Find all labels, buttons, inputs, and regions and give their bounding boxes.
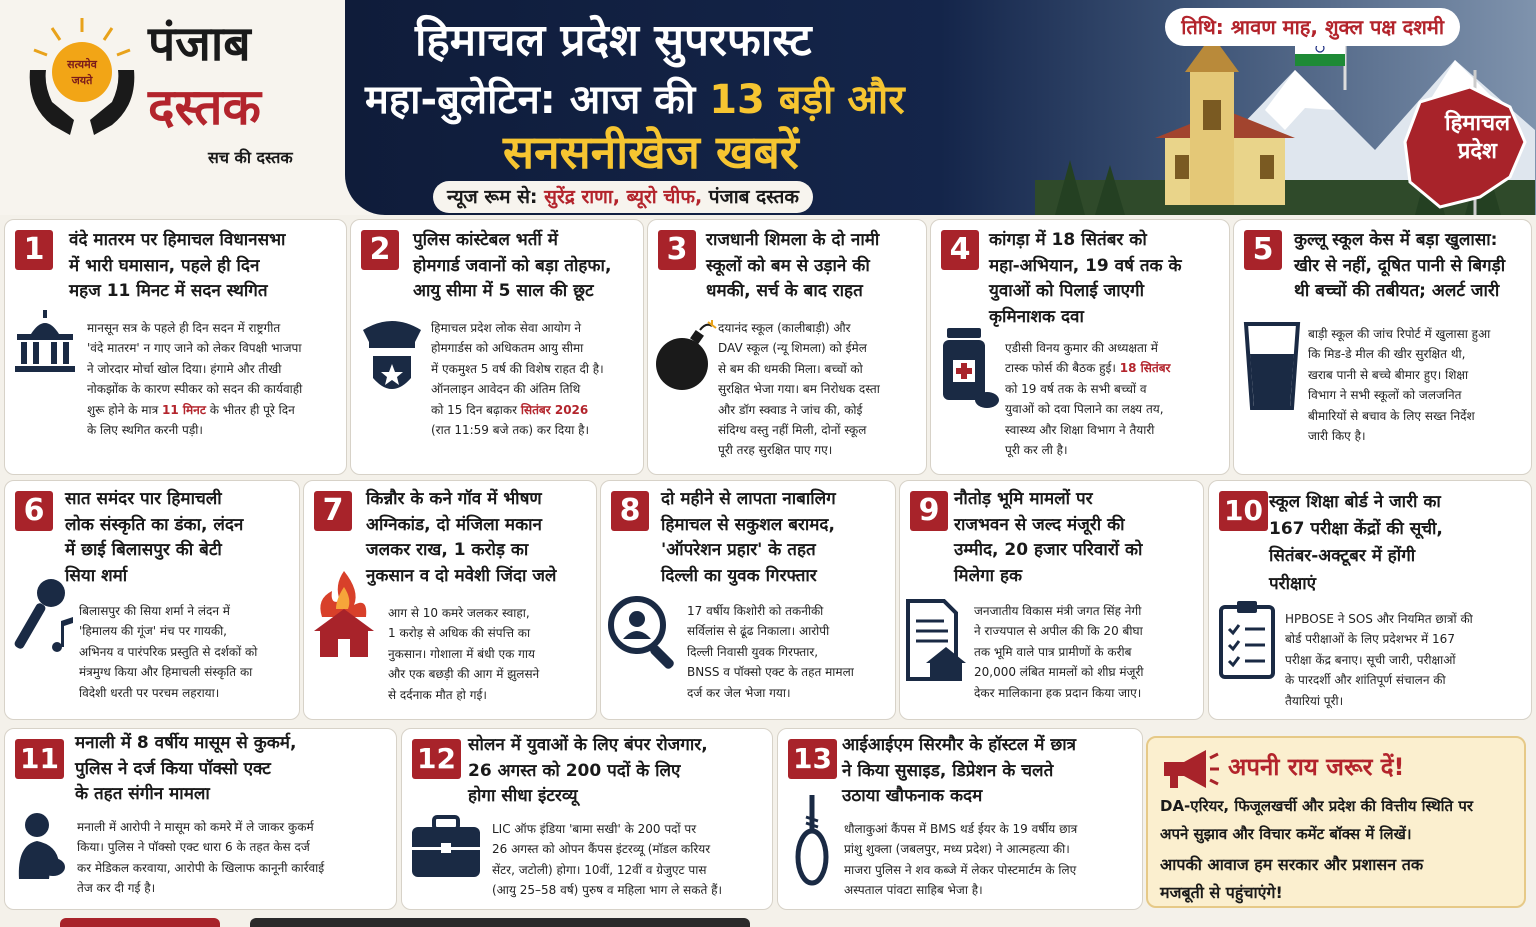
brand-name-line1: पंजाब (148, 16, 251, 72)
news-number: 11 (15, 739, 64, 779)
news-number: 4 (941, 230, 979, 270)
search-person-icon (605, 593, 685, 673)
news-number: 13 (788, 739, 837, 779)
news-card-1[interactable] (4, 219, 347, 475)
news-number: 1 (15, 230, 53, 270)
news-body: हिमाचल प्रदेश लोक सेवा आयोग ने होमगार्डस को अधिकतम आयु सीमा में एकमुश्त 5 वर्ष की विशेष राहत दी है। ऑनलाइन आवेदन की अंतिम तिथि को 15 दिन बढ़ाकर सितंबर 2026 (रात 11:59 बजे तक) कर दिया है। (431, 321, 604, 437)
news-headline: कुल्लू स्कूल केस में बड़ा खुलासा: खीर से नहीं, दूषित पानी से बिगड़ी थी बच्चों की तबीयत; अलर्ट जारी (1294, 230, 1506, 301)
brand-tagline: सच की दस्तक (208, 148, 293, 167)
news-number: 3 (658, 230, 696, 270)
news-body: धौलाकुआं कैंपस में BMS थर्ड ईयर के 19 वर्षीय छात्र प्रांशु शुक्ला (जबलपुर, मध्य प्रदेश) ने आत्महत्या की। माजरा पुलिस ने शव कब्जे में लेकर पोस्टमार्टम के लिए अस्पताल पांवटा साहिब भेजा है। (844, 822, 1078, 898)
news-card-3[interactable] (647, 219, 927, 475)
water-glass-icon (1242, 320, 1302, 412)
news-number: 6 (15, 491, 53, 531)
title-line1: हिमाचल प्रदेश सुपरफास्ट (415, 15, 812, 66)
news-headline: वंदे मातरम पर हिमाचल विधानसभा में भारी घमासान, पहले ही दिन महज 11 मिनट में सदन स्थगित (69, 230, 286, 301)
news-number: 7 (314, 491, 352, 531)
news-card-8[interactable] (600, 480, 896, 720)
news-card-2[interactable] (350, 219, 644, 475)
sad-child-icon (11, 811, 69, 881)
news-body: LIC ऑफ इंडिया 'बामा सखी' के 200 पदों पर 26 अगस्त को ओपन कैंपस इंटरव्यू (मॉडल करियर सेंटर, जटोली) होगा। 10वीं, 12वीं व ग्रेजुएट पास (आयु 25–58 वर्ष) पुरुष व महिला भाग ले सकते हैं। (492, 822, 723, 898)
news-headline: किन्नौर के कने गॉव में भीषण अग्निकांड, दो मंजिला मकान जलकर राख, 1 करोड़ का नुकसान व दो मवेशी जिंदा जले (366, 489, 557, 586)
news-headline: मनाली में 8 वर्षीय मासूम से कुकर्म, पुलिस ने दर्ज किया पॉक्सो एक्ट के तहत संगीन मामला (75, 733, 297, 804)
brand-logo-area (0, 0, 345, 215)
burning-house-icon (310, 571, 378, 659)
news-body: 17 वर्षीय किशोरी को तकनीकी सर्विलांस से ढूंढ निकाला। आरोपी दिल्ली निवासी युवक गिरफ्तार, BNSS व पॉक्सो एक्ट के तहत मामला दर्ज कर जेल भेजा गया। (687, 604, 854, 700)
news-body: एडीसी विनय कुमार की अध्यक्षता में टास्क फोर्स की बैठक हुई। 18 सितंबर को 19 वर्ष तक के सभी बच्चों व युवाओं को दवा पिलाने का लक्ष्य तय, स्वास्थ्य और शिक्षा विभाग ने तैयारी पूरी कर ली है। (1005, 341, 1171, 457)
news-body: बिलासपुर की सिया शर्मा ने लंदन में 'हिमालय की गूंज' मंच पर गायकी, अभिनय व पारंपरिक प्रस्तुति से दर्शकों को मंत्रमुग्ध किया और हिमाचली संस्कृति का विदेशी धरती पर परचम लहराया। (79, 604, 258, 700)
news-headline: कांगड़ा में 18 सितंबर को महा-अभियान, 19 वर्ष तक के युवाओं को पिलाई जाएगी कृमिनाशक दवा (989, 230, 1182, 327)
svg-text:जयते: जयते (71, 74, 93, 87)
news-body: बाड़ी स्कूल की जांच रिपोर्ट में खुलासा हुआ कि मिड-डे मील की खीर सुरक्षित थी, खराब पानी से बच्चे बीमार हुए। शिक्षा विभाग ने सभी स्कूलों को जलजनित बीमारियों से बचाव के लिए सख्त निर्देश जारी किए है। (1308, 327, 1491, 443)
land-document-icon (904, 599, 970, 683)
news-card-6[interactable] (4, 480, 300, 720)
news-number: 5 (1244, 230, 1282, 270)
opinion-text-line-1: DA-एरियर, फिजूलखर्ची और प्रदेश की वित्तीय स्थिति पर (1160, 797, 1473, 815)
news-number: 9 (910, 491, 948, 531)
footer-accent-red (60, 918, 220, 927)
news-headline: स्कूल शिक्षा बोर्ड ने जारी का 167 परीक्षा केंद्रों की सूची, सितंबर-अक्टूबर में होंगी परीक्षाएं (1269, 492, 1443, 594)
opinion-text-line-2: अपने सुझाव और विचार कमेंट बॉक्स में लिखें। (1160, 825, 1412, 843)
news-number: 2 (361, 230, 399, 270)
news-body: HPBOSE ने SOS और नियमित छात्रों की बोर्ड परीक्षाओं के लिए प्रदेशभर में 167 परीक्षा केंद्र बनाए। सूची जारी, परीक्षाओं के पारदर्शी और शांतिपूर्ण संचालन की तैयारियां पूरी। (1285, 612, 1473, 708)
footer-accent-dark (250, 918, 750, 927)
svg-text:सत्यमेव: सत्यमेव (67, 58, 97, 71)
news-card-12[interactable] (401, 728, 773, 910)
title-line2: महा-बुलेटिन: आज की 13 बड़ी और (365, 77, 905, 123)
opinion-text-line-3: आपकी आवाज हम सरकार और प्रशासन तक (1160, 855, 1424, 874)
bomb-icon (652, 318, 718, 394)
opinion-text-line-4: मजबूती से पहुंचाएंगे! (1160, 883, 1283, 902)
opinion-box[interactable] (1146, 736, 1526, 908)
news-number: 8 (611, 491, 649, 531)
news-body: जनजातीय विकास मंत्री जगत सिंह नेगी ने राज्यपाल से अपील की कि 20 बीघा तक भूमि वाले पात्र प्रामीणों के करीब 20,000 लंबित मामलों को शीघ्र मंजूरी देकर मालिकाना हक प्रदान किया जाए। (974, 604, 1144, 700)
medicine-bottle-icon (937, 326, 1001, 410)
title-line3: सनसनीखेज खबरें (503, 125, 799, 179)
himachal-map-label: हिमाचल प्रदेश (1444, 111, 1510, 164)
news-card-11[interactable] (4, 728, 397, 910)
news-number: 12 (412, 739, 461, 779)
clipboard-checklist-icon (1217, 599, 1277, 679)
opinion-title: अपनी राय जरूर दें! (1228, 753, 1405, 781)
microphone-icon (7, 577, 77, 657)
news-headline: पुलिस कांस्टेबल भर्ती में होमगार्ड जवानों को बड़ा तोहफा, आयु सीमा में 5 साल की छूट (413, 230, 612, 301)
date-badge: तिथि: श्रावण माह, शुक्ल पक्ष दशमी (1165, 8, 1460, 46)
news-number: 10 (1219, 491, 1268, 531)
header (0, 0, 1536, 215)
news-body: मनाली में आरोपी ने मासूम को कमरे में ले जाकर कुकर्म किया। पुलिस ने पॉक्सो एक्ट धारा 6 के तहत केस दर्ज कर मेडिकल करवाया, आरोपी के खिलाफ कानूनी कार्रवाई तेज कर दी गई है। (77, 820, 325, 896)
newsroom-credit: न्यूज रूम से: सुरेंद्र राणा, ब्यूरो चीफ, पंजाब दस्तक (433, 181, 813, 213)
briefcase-icon (410, 813, 482, 879)
megaphone-icon (1158, 748, 1220, 790)
news-card-4[interactable] (930, 219, 1230, 475)
news-headline: सात समंदर पार हिमाचली लोक संस्कृति का डंका, लंदन में छाई बिलासपुर की बेटी सिया शर्मा (65, 489, 244, 586)
assembly-building-icon (11, 308, 79, 376)
news-headline: आईआईएम सिरमौर के हॉस्टल में छात्र ने किया सुसाइड, डिप्रेशन के चलते उठाया खौफनाक कदम (842, 735, 1077, 806)
news-body: मानसून सत्र के पहले ही दिन सदन में राष्ट्रगीत 'वंदे मातरम' न गाए जाने को लेकर विपक्षी भाजपा ने जोरदार मोर्चा खोल दिया। हंगामे और तीखी नोकझोंक के कारण स्पीकर को सदन की कार्यवाही शुरू होने के मात्र 11 मिनट के भीतर ही पूरे दिन के लिए स्थगित करनी पड़ी। (87, 321, 303, 437)
brand-name-line2: दस्तक (148, 78, 261, 136)
news-headline: दो महीने से लापता नाबालिग हिमाचल से सकुशल बरामद, 'ऑपरेशन प्रहार' के तहत दिल्ली का युवक गिरफ्तार (661, 489, 836, 586)
footer-strip (0, 914, 1536, 927)
news-body: दयानंद स्कूल (कालीबाड़ी) और DAV स्कूल (न्यू शिमला) को ईमेल से बम की धमकी मिला। बच्चों को सुरक्षित भेजा गया। बम निरोधक दस्ता और डॉग स्क्वाड ने जांच की, कोई संदिग्ध वस्तु नहीं मिली, दोनों स्कूल पूरी तरह सुरक्षित पाए गए। (718, 321, 880, 458)
news-card-10[interactable] (1208, 480, 1532, 720)
news-card-5[interactable] (1233, 219, 1532, 475)
news-headline: सोलन में युवाओं के लिए बंपर रोजगार, 26 अगस्त को 200 पदों के लिए होगा सीधा इंटरव्यू (468, 735, 708, 806)
news-body: आग से 10 कमरे जलकर स्वाहा, 1 करोड़ से अधिक की संपत्ति का नुकसान। गोशाला में बंधी एक गाय और एक बछड़ी की आग में झुलसने से दर्दनाक मौत हो गई। (388, 606, 540, 702)
news-headline: राजधानी शिमला के दो नामी स्कूलों को बम से उड़ाने की धमकी, सर्च के बाद राहत (706, 230, 880, 301)
news-card-7[interactable] (303, 480, 597, 720)
noose-icon (792, 795, 832, 891)
news-headline: नौतोड़ भूमि मामलों पर राजभवन से जल्द मंजूरी की उम्मीद, 20 हजार परिवारों को मिलेगा हक (954, 489, 1143, 586)
emblem-icon (22, 10, 142, 140)
police-cap-icon (359, 312, 425, 402)
news-card-9[interactable] (899, 480, 1204, 720)
news-card-13[interactable] (777, 728, 1143, 910)
